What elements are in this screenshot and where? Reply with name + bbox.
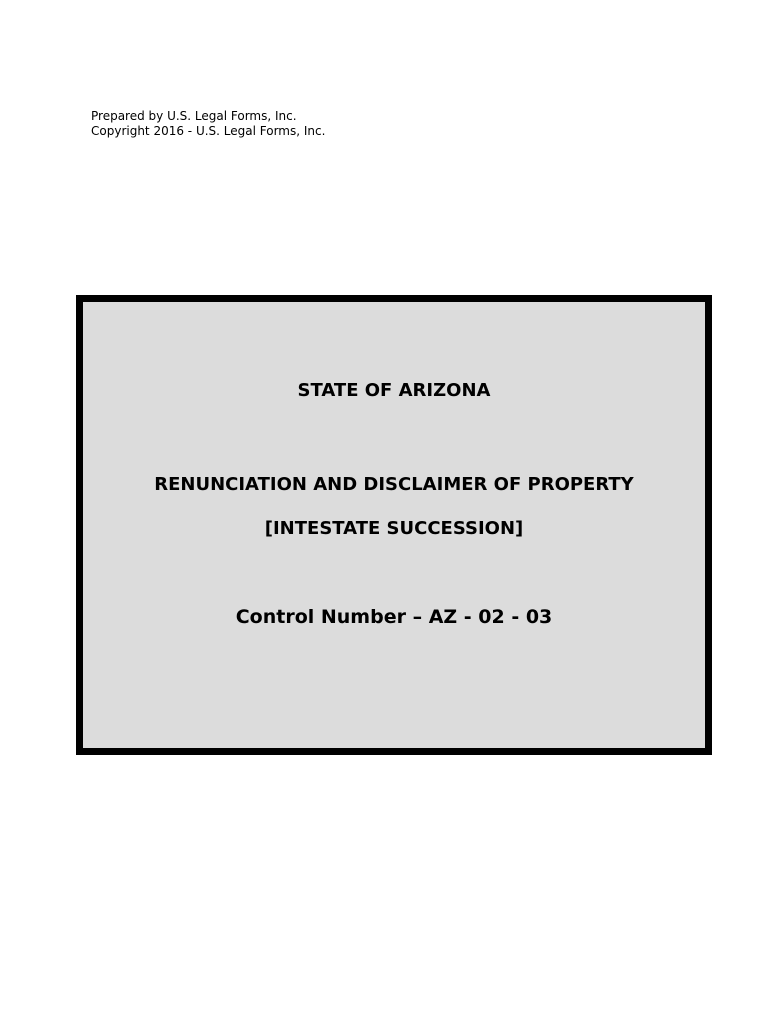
document-subtitle: [INTESTATE SUCCESSION] (264, 518, 524, 539)
preparer-notice (91, 109, 325, 139)
cover-box (76, 295, 712, 755)
state-heading: STATE OF ARIZONA (297, 380, 491, 401)
control-number: Control Number – AZ - 02 - 03 (235, 606, 553, 628)
prepared-by-text: Prepared by U.S. Legal Forms, Inc. (91, 109, 297, 123)
document-title: RENUNCIATION AND DISCLAIMER OF PROPERTY (154, 474, 634, 495)
copyright-text: Copyright 2016 - U.S. Legal Forms, Inc. (91, 124, 326, 138)
